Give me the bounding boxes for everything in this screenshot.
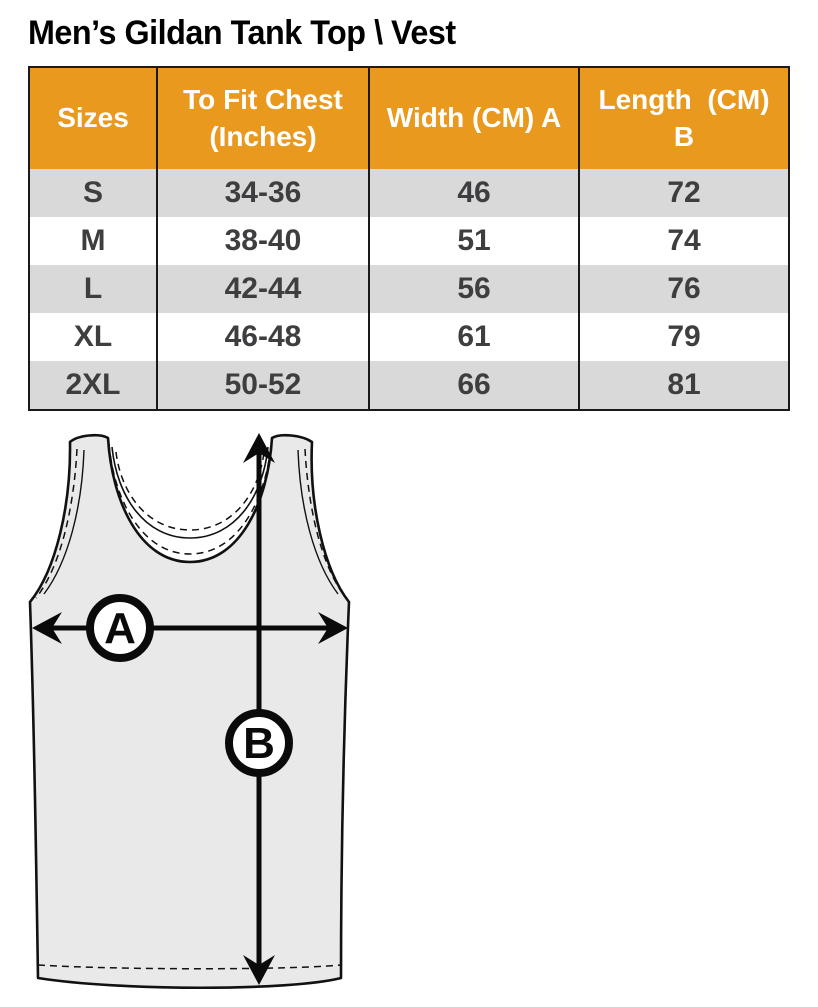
length-label-badge: [229, 713, 289, 773]
table-cell-chest: 46-48: [158, 313, 370, 361]
column-header-label: To Fit Chest: [183, 84, 343, 116]
column-header-label: Sizes: [57, 102, 129, 134]
length-label: B: [243, 719, 275, 768]
table-cell-chest: 42-44: [158, 265, 370, 313]
table-cell-length: 79: [580, 313, 788, 361]
table-cell-size: XL: [30, 313, 158, 361]
tank-top-diagram: [0, 415, 420, 1007]
table-cell-size: M: [30, 217, 158, 265]
width-label-badge: [90, 598, 150, 658]
column-header-label: Width (CM) A: [386, 102, 562, 134]
table-cell-width: 56: [370, 265, 580, 313]
width-label: A: [104, 604, 136, 653]
table-cell-length: 81: [580, 361, 788, 409]
column-header-length: [580, 68, 788, 169]
column-header-chest: [158, 68, 370, 169]
column-header-label: Length (CM): [598, 84, 770, 116]
table-cell-width: 51: [370, 217, 580, 265]
column-header-sizes: [30, 68, 158, 169]
column-header-label: B: [673, 120, 695, 152]
page-title: Men’s Gildan Tank Top \ Vest: [28, 14, 456, 52]
table-cell-size: L: [30, 265, 158, 313]
table-cell-size: S: [30, 169, 158, 217]
column-header-label: (Inches): [209, 120, 317, 152]
size-table: [28, 66, 790, 411]
table-cell-width: 66: [370, 361, 580, 409]
table-cell-size: 2XL: [30, 361, 158, 409]
neck-stitch-inner: [116, 452, 264, 530]
table-cell-length: 72: [580, 169, 788, 217]
table-cell-width: 61: [370, 313, 580, 361]
table-cell-width: 46: [370, 169, 580, 217]
table-cell-chest: 34-36: [158, 169, 370, 217]
tank-top-outline: [30, 435, 349, 988]
table-cell-length: 76: [580, 265, 788, 313]
column-header-width: [370, 68, 580, 169]
table-cell-length: 74: [580, 217, 788, 265]
table-cell-chest: 38-40: [158, 217, 370, 265]
table-cell-chest: 50-52: [158, 361, 370, 409]
